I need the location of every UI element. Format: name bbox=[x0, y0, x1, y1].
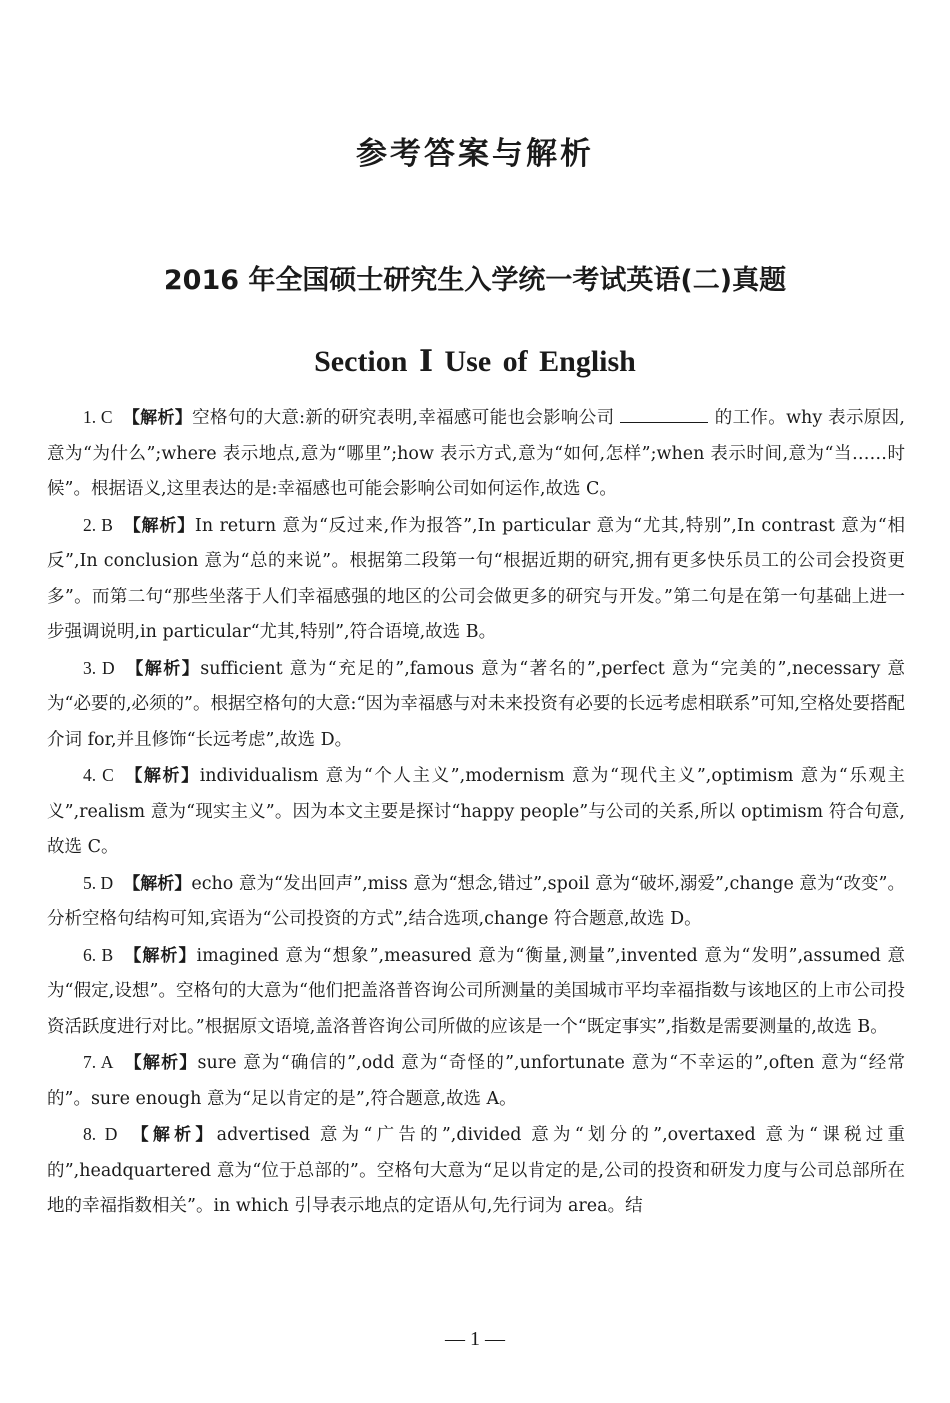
answer-item bbox=[47, 758, 905, 866]
analysis-tag: 【解析】 bbox=[122, 408, 193, 428]
answer-number: 5. D bbox=[83, 872, 114, 893]
answer-item bbox=[47, 1117, 905, 1225]
answer-number: 8. D bbox=[83, 1124, 118, 1144]
answer-text: individualism 意为“个人主义”,modernism 意为“现代主义”,optimism 意为“乐观主义”,realism 意为“现实主义”。因为本文主要是探讨“happy people”与公司的关系,所以 optimism 符合句意,故选 C。 bbox=[47, 766, 905, 857]
blank-line bbox=[620, 408, 708, 423]
answer-text: sure 意为“确信的”,odd 意为“奇怪的”,unfortunate 意为“不幸运的”,often 意为“经常的”。sure enough 意为“足以肯定的是”,符合题意,故选 A。 bbox=[47, 1053, 906, 1109]
analysis-tag: 【解析】 bbox=[123, 1053, 198, 1073]
answer-item bbox=[47, 651, 905, 759]
exam-title: 2016 年全国硕士研究生入学统一考试英语(二)真题 bbox=[163, 265, 787, 296]
analysis-tag: 【解析】 bbox=[123, 945, 197, 966]
answer-number: 6. B bbox=[83, 944, 114, 965]
page-number: — 1 — bbox=[445, 1328, 505, 1350]
answer-text: imagined 意为“想象”,measured 意为“衡量,测量”,invented 意为“发明”,assumed 意为“假定,设想”。空格句的大意为“他们把盖洛普咨询公司所测量的美国城市平均幸福指数与该地区的上市公司投资活跃度进行对比。”根据原文语境,盖洛普咨询公司所做的应该是一个“既定事实”,指数是需要测量的,故选 B。 bbox=[47, 945, 905, 1037]
answer-text: echo 意为“发出回声”,miss 意为“想念,错过”,spoil 意为“破坏,溺爱”,change 意为“改变”。分析空格句结构可知,宾语为“公司投资的方式”,结合选项,change 符合题意,故选 D。 bbox=[47, 873, 906, 929]
page-title: 参考答案与解析 bbox=[356, 136, 594, 172]
section-heading: Section Ⅰ Use of English bbox=[314, 345, 636, 378]
answer-item bbox=[47, 938, 905, 1046]
analysis-tag: 【解析】 bbox=[123, 766, 200, 786]
answer-item bbox=[47, 508, 905, 651]
answer-number: 7. A bbox=[83, 1052, 114, 1072]
answer-text: advertised 意为“广告的”,divided 意为“划分的”,overtaxed 意为“课税过重的”,headquartered 意为“位于总部的”。空格句大意为“足以肯定的是,公司的投资和研发力度与公司总部所在地的幸福指数相关”。in which 引导表示地点的定语从句,先行词为 area。结 bbox=[47, 1125, 905, 1216]
answer-number: 4. C bbox=[83, 765, 114, 785]
answer-text: 空格句的大意:新的研究表明,幸福感可能也会影响公司 bbox=[192, 408, 615, 428]
answer-number: 3. D bbox=[83, 657, 115, 678]
analysis-tag: 【解析】 bbox=[124, 658, 201, 679]
analysis-tag: 【解析】 bbox=[127, 1125, 217, 1145]
answer-item bbox=[47, 400, 905, 508]
answer-item bbox=[47, 1045, 905, 1117]
answer-text: In return 意为“反过来,作为报答”,In particular 意为“尤其,特别”,In contrast 意为“相反”,In conclusion 意为“总的来说”。根据第二段第一句“根据近期的研究,拥有更多快乐员工的公司会投资更多”。而第二句“那些坐落于人们幸福感强的地区的公司会做更多的研究与开发。”第二句是在第一句基础上进一步强调说明,in particular“尤其,特别”,符合语境,故选 B。 bbox=[47, 515, 906, 642]
analysis-tag: 【解析】 bbox=[123, 873, 192, 894]
answer-item bbox=[47, 866, 905, 938]
answer-text: 的工作。why 表示原因,意为“为什么”;where 表示地点,意为“哪里”;how 表示方式,意为“如何,怎样”;when 表示时间,意为“当……时候”。根据语义,这里表达的是:幸福感也可能会影响公司如何运作,故选 C。 bbox=[47, 408, 905, 499]
answer-number: 2. B bbox=[83, 514, 113, 535]
answer-text: sufficient 意为“充足的”,famous 意为“著名的”,perfect 意为“完美的”,necessary 意为“必要的,必须的”。根据空格句的大意:“因为幸福感与对未来投资有必要的长远考虑相联系”可知,空格处要搭配介词 for,并且修饰“长远考虑”,故选 D。 bbox=[47, 658, 906, 750]
answer-number: 1. C bbox=[83, 407, 113, 427]
answer-list bbox=[47, 400, 905, 1225]
analysis-tag: 【解析】 bbox=[122, 515, 195, 536]
